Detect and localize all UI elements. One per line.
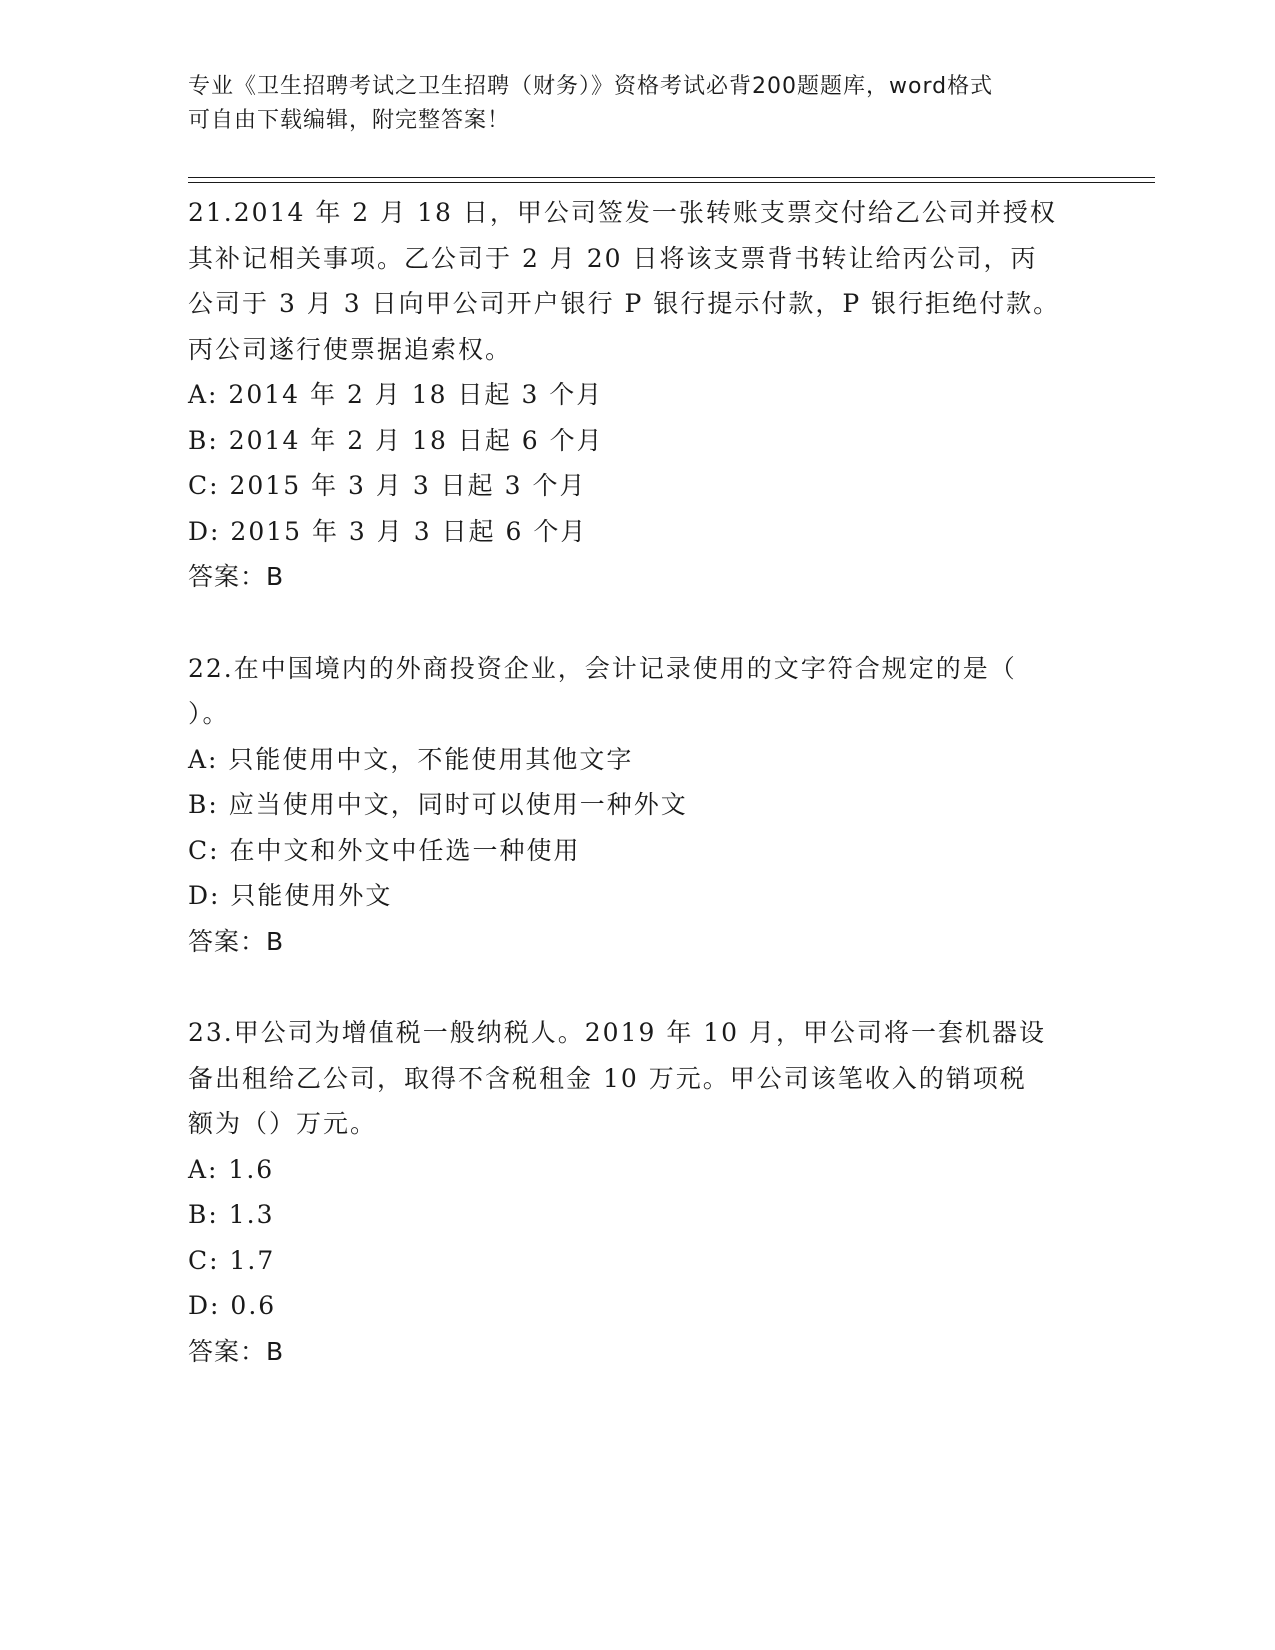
option-a: A: 1.6: [188, 1154, 275, 1184]
question-stem-line: 备出租给乙公司，取得不含税租金 10 万元。甲公司该笔收入的销项税: [188, 1063, 1027, 1093]
header-line-1: 专业《卫生招聘考试之卫生招聘（财务）》资格考试必背200题题库，word格式: [188, 74, 994, 99]
question-22: [188, 646, 1068, 965]
option-a: A: 只能使用中文，不能使用其他文字: [188, 744, 634, 774]
answer-line: 答案：B: [188, 562, 285, 591]
question-21: [188, 190, 1068, 600]
option-b: B: 1.3: [188, 1200, 275, 1229]
option-b: B: 应当使用中文，同时可以使用一种外文: [188, 790, 688, 819]
question-stem-line: ）。: [188, 699, 230, 728]
question-23: [188, 1010, 1068, 1374]
option-c: C: 1.7: [188, 1245, 276, 1275]
document-header: [188, 70, 1068, 138]
option-a: A: 2014 年 2 月 18 日起 3 个月: [188, 380, 604, 409]
answer-line: 答案：B: [188, 1336, 285, 1366]
question-list: [188, 190, 1068, 1420]
option-d: D: 2015 年 3 月 3 日起 6 个月: [188, 516, 588, 546]
option-d: D: 0.6: [188, 1291, 277, 1320]
header-line-2: 可自由下载编辑，附完整答案！: [188, 108, 511, 133]
header-divider: [188, 177, 1155, 183]
question-stem-line: 其补记相关事项。乙公司于 2 月 20 日将该支票背书转让给丙公司，丙: [188, 243, 1038, 273]
question-stem-line: 公司于 3 月 3 日向甲公司开户银行 P 银行提示付款，P 银行拒绝付款。: [188, 289, 1061, 318]
option-d: D: 只能使用外文: [188, 881, 393, 910]
question-stem-line: 额为（）万元。: [188, 1109, 378, 1138]
question-stem-line: 22.在中国境内的外商投资企业，会计记录使用的文字符合规定的是（: [188, 653, 1017, 683]
question-stem-line: 21.2014 年 2 月 18 日，甲公司签发一张转账支票交付给乙公司并授权: [188, 198, 1057, 227]
option-c: C: 在中文和外文中任选一种使用: [188, 835, 581, 865]
question-stem-line: 23.甲公司为增值税一般纳税人。2019 年 10 月，甲公司将一套机器设: [188, 1018, 1047, 1047]
answer-line: 答案：B: [188, 926, 285, 956]
question-stem-line: 丙公司遂行使票据追索权。: [188, 334, 513, 364]
option-c: C: 2015 年 3 月 3 日起 3 个月: [188, 471, 587, 500]
option-b: B: 2014 年 2 月 18 日起 6 个月: [188, 425, 604, 455]
